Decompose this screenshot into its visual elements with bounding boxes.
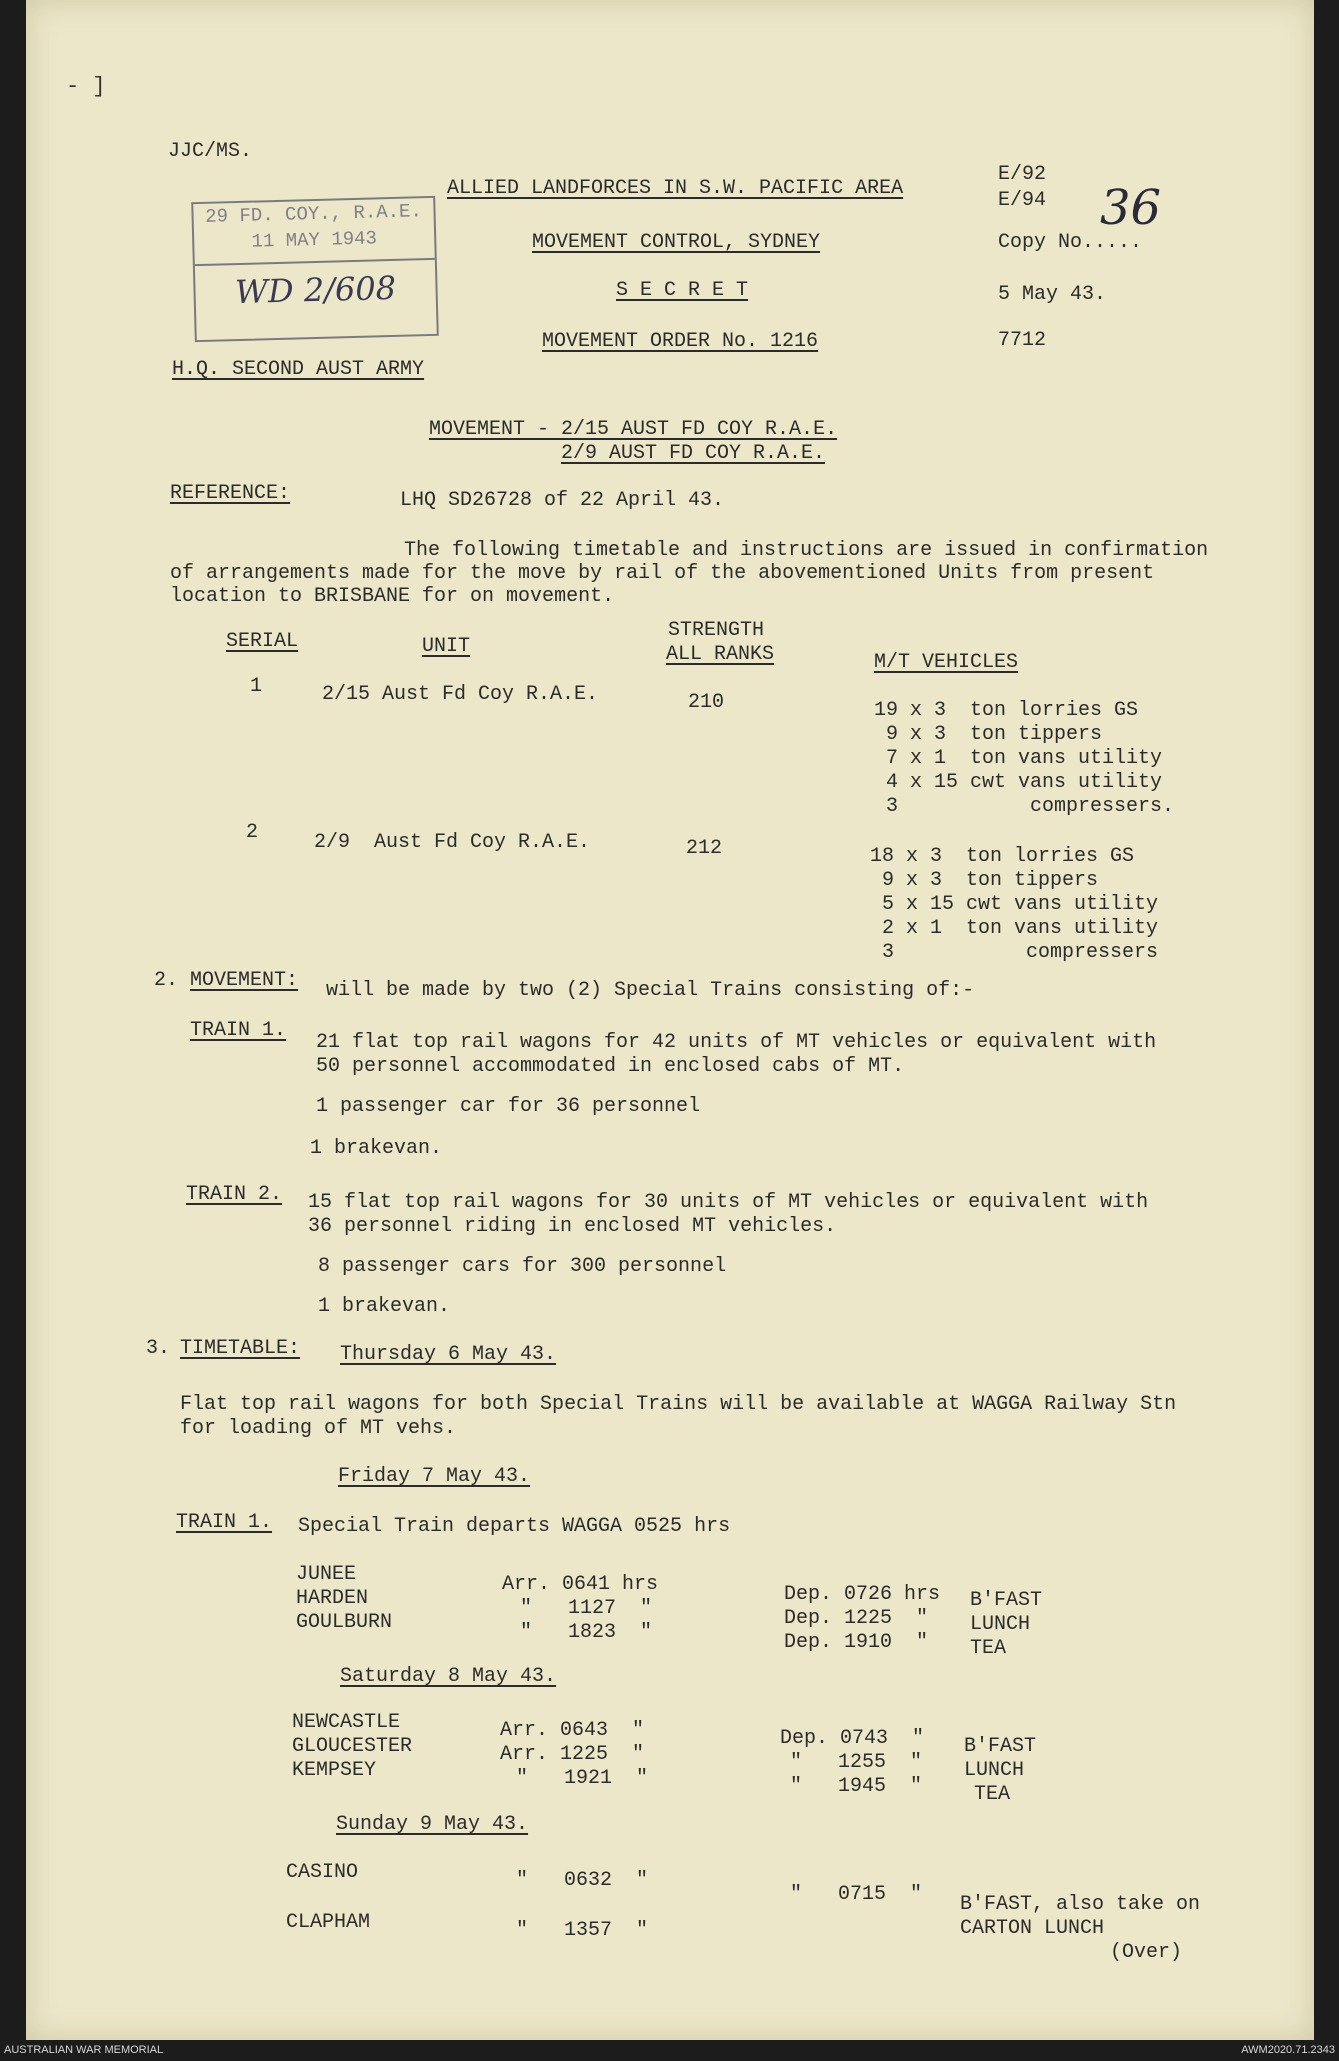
train-1-line-3: 1 passenger car for 36 personnel — [316, 1095, 701, 1118]
subject-line-1: MOVEMENT - 2/15 AUST FD COY R.A.E. — [429, 418, 838, 441]
row-2-strength: 212 — [686, 837, 723, 860]
movement-number: 2. — [154, 969, 179, 992]
right-ref-1: E/92 — [998, 163, 1047, 186]
col-serial-header: SERIAL — [226, 630, 299, 653]
stop-casino-meal: B'FAST, also take on — [960, 1893, 1201, 1916]
row-1-vehicle-3: 7 x 1 ton vans utility — [874, 747, 1163, 770]
document-date: 5 May 43. — [998, 283, 1107, 306]
stop-newcastle-meal: B'FAST — [964, 1735, 1037, 1758]
train-2-label: TRAIN 2. — [186, 1183, 283, 1206]
timetable-thursday-line-1: Flat top rail wagons for both Special Trains will be available at WAGGA Railway Stn — [180, 1393, 1177, 1416]
stop-kempsey: KEMPSEY — [292, 1759, 377, 1782]
row-2-unit: 2/9 Aust Fd Coy R.A.E. — [314, 831, 591, 854]
col-vehicles-header: M/T VEHICLES — [874, 651, 1019, 674]
train-2-line-3: 8 passenger cars for 300 personnel — [318, 1255, 727, 1278]
row-1-vehicle-4: 4 x 15 cwt vans utility — [874, 771, 1163, 794]
stop-harden-arr: " 1127 " — [520, 1597, 653, 1620]
row-2-vehicle-5: 3 compressers — [870, 941, 1159, 964]
col-strength-header-1: STRENGTH — [668, 619, 765, 642]
receipt-stamp — [191, 196, 439, 342]
train-1-label: TRAIN 1. — [190, 1019, 287, 1042]
stop-clapham: CLAPHAM — [286, 1911, 371, 1934]
footer-archive: AUSTRALIAN WAR MEMORIAL — [4, 2044, 164, 2056]
timetable-number: 3. — [146, 1337, 171, 1360]
row-2-vehicle-1: 18 x 3 ton lorries GS — [870, 845, 1135, 868]
timetable-day-sunday: Sunday 9 May 43. — [336, 1813, 529, 1836]
stop-goulburn: GOULBURN — [296, 1611, 393, 1634]
subject-line-2: 2/9 AUST FD COY R.A.E. — [561, 442, 826, 465]
row-1-strength: 210 — [688, 691, 725, 714]
train-2-line-2: 36 personnel riding in enclosed MT vehicles. — [308, 1215, 837, 1238]
intro-line-1: The following timetable and instructions are issued in confirmation — [404, 539, 1209, 562]
stop-casino-dep: " 0715 " — [790, 1883, 923, 1906]
ref-initials: JJC/MS. — [168, 140, 253, 163]
stop-clapham-meal: CARTON LUNCH — [960, 1917, 1105, 1940]
row-1-vehicle-5: 3 compressers. — [874, 795, 1175, 818]
stop-kempsey-arr: " 1921 " — [516, 1767, 649, 1790]
row-2-vehicle-3: 5 x 15 cwt vans utility — [870, 893, 1159, 916]
stop-clapham-arr: " 1357 " — [516, 1919, 649, 1942]
right-ref-2: E/94 — [998, 189, 1047, 212]
file-number: 7712 — [998, 329, 1047, 352]
stop-newcastle: NEWCASTLE — [292, 1711, 401, 1734]
row-2-serial: 2 — [246, 821, 259, 844]
row-2-vehicle-4: 2 x 1 ton vans utility — [870, 917, 1159, 940]
stop-kempsey-dep: " 1945 " — [790, 1775, 923, 1798]
stop-harden-meal: LUNCH — [970, 1613, 1031, 1636]
stop-junee-dep: Dep. 0726 hrs — [784, 1583, 941, 1606]
timetable-thursday-line-2: for loading of MT vehs. — [180, 1417, 457, 1440]
stamp-date: 11 MAY 1943 — [251, 227, 378, 253]
stop-newcastle-dep: Dep. 0743 " — [780, 1727, 925, 1750]
stop-casino-arr: " 0632 " — [516, 1869, 649, 1892]
intro-line-3: location to BRISBANE for on movement. — [170, 585, 615, 608]
train-2-line-1: 15 flat top rail wagons for 30 units of MT vehicles or equivalent with — [308, 1191, 1149, 1214]
stop-junee: JUNEE — [296, 1563, 357, 1586]
col-strength-header-2: ALL RANKS — [666, 643, 775, 666]
movement-text: will be made by two (2) Special Trains consisting of:- — [326, 979, 975, 1002]
stop-harden: HARDEN — [296, 1587, 369, 1610]
stop-goulburn-meal: TEA — [970, 1637, 1007, 1660]
timetable-label: TIMETABLE: — [180, 1337, 301, 1360]
handwritten-copy-number: 36 — [1100, 180, 1162, 236]
movement-order-number: MOVEMENT ORDER No. 1216 — [542, 330, 819, 353]
stamp-unit: 29 FD. COY., R.A.E. — [204, 200, 423, 228]
stop-gloucester-arr: Arr. 1225 " — [500, 1743, 645, 1766]
stop-newcastle-arr: Arr. 0643 " — [500, 1719, 645, 1742]
reference-text: LHQ SD26728 of 22 April 43. — [400, 489, 725, 512]
stamp-header — [193, 198, 435, 266]
intro-line-2: of arrangements made for the move by rail of the abovementioned Units from present — [170, 562, 1155, 585]
train-1-line-1: 21 flat top rail wagons for 42 units of MT vehicles or equivalent with — [316, 1031, 1157, 1054]
timetable-train-1-label: TRAIN 1. — [176, 1511, 273, 1534]
train-1-line-2: 50 personnel accommodated in enclosed cabs of MT. — [316, 1055, 905, 1078]
over-note: (Over) — [1110, 1941, 1183, 1964]
timetable-train-1-text: Special Train departs WAGGA 0525 hrs — [298, 1515, 731, 1538]
reference-label: REFERENCE: — [170, 482, 291, 505]
train-2-line-4: 1 brakevan. — [318, 1295, 451, 1318]
timetable-day-thursday: Thursday 6 May 43. — [340, 1343, 557, 1366]
stop-casino: CASINO — [286, 1861, 359, 1884]
stop-goulburn-dep: Dep. 1910 " — [784, 1631, 929, 1654]
row-1-serial: 1 — [250, 675, 263, 698]
stop-harden-dep: Dep. 1225 " — [784, 1607, 929, 1630]
stamp-handwritten-number: WD 2/608 — [234, 268, 397, 312]
header-secret: S E C R E T — [616, 279, 749, 302]
timetable-day-saturday: Saturday 8 May 43. — [340, 1665, 557, 1688]
col-unit-header: UNIT — [422, 635, 471, 658]
addressee: H.Q. SECOND AUST ARMY — [172, 358, 425, 381]
row-1-vehicle-1: 19 x 3 ton lorries GS — [874, 699, 1139, 722]
footer-accession: AWM2020.71.2343 — [1241, 2044, 1335, 2056]
stop-goulburn-arr: " 1823 " — [520, 1621, 653, 1644]
page-mark: - ] — [66, 74, 106, 99]
header-line-1: ALLIED LANDFORCES IN S.W. PACIFIC AREA — [447, 177, 904, 200]
stop-gloucester-dep: " 1255 " — [790, 1751, 923, 1774]
row-1-unit: 2/15 Aust Fd Coy R.A.E. — [322, 683, 599, 706]
timetable-day-friday: Friday 7 May 43. — [338, 1465, 531, 1488]
stop-kempsey-meal: TEA — [974, 1783, 1011, 1806]
stop-junee-meal: B'FAST — [970, 1589, 1043, 1612]
stop-junee-arr: Arr. 0641 hrs — [502, 1573, 659, 1596]
header-line-2: MOVEMENT CONTROL, SYDNEY — [532, 231, 821, 254]
stop-gloucester-meal: LUNCH — [964, 1759, 1025, 1782]
stop-gloucester: GLOUCESTER — [292, 1735, 413, 1758]
train-1-line-4: 1 brakevan. — [310, 1137, 443, 1160]
row-1-vehicle-2: 9 x 3 ton tippers — [874, 723, 1103, 746]
row-2-vehicle-2: 9 x 3 ton tippers — [870, 869, 1099, 892]
movement-label: MOVEMENT: — [190, 969, 299, 992]
copy-no: Copy No..... — [998, 231, 1143, 254]
